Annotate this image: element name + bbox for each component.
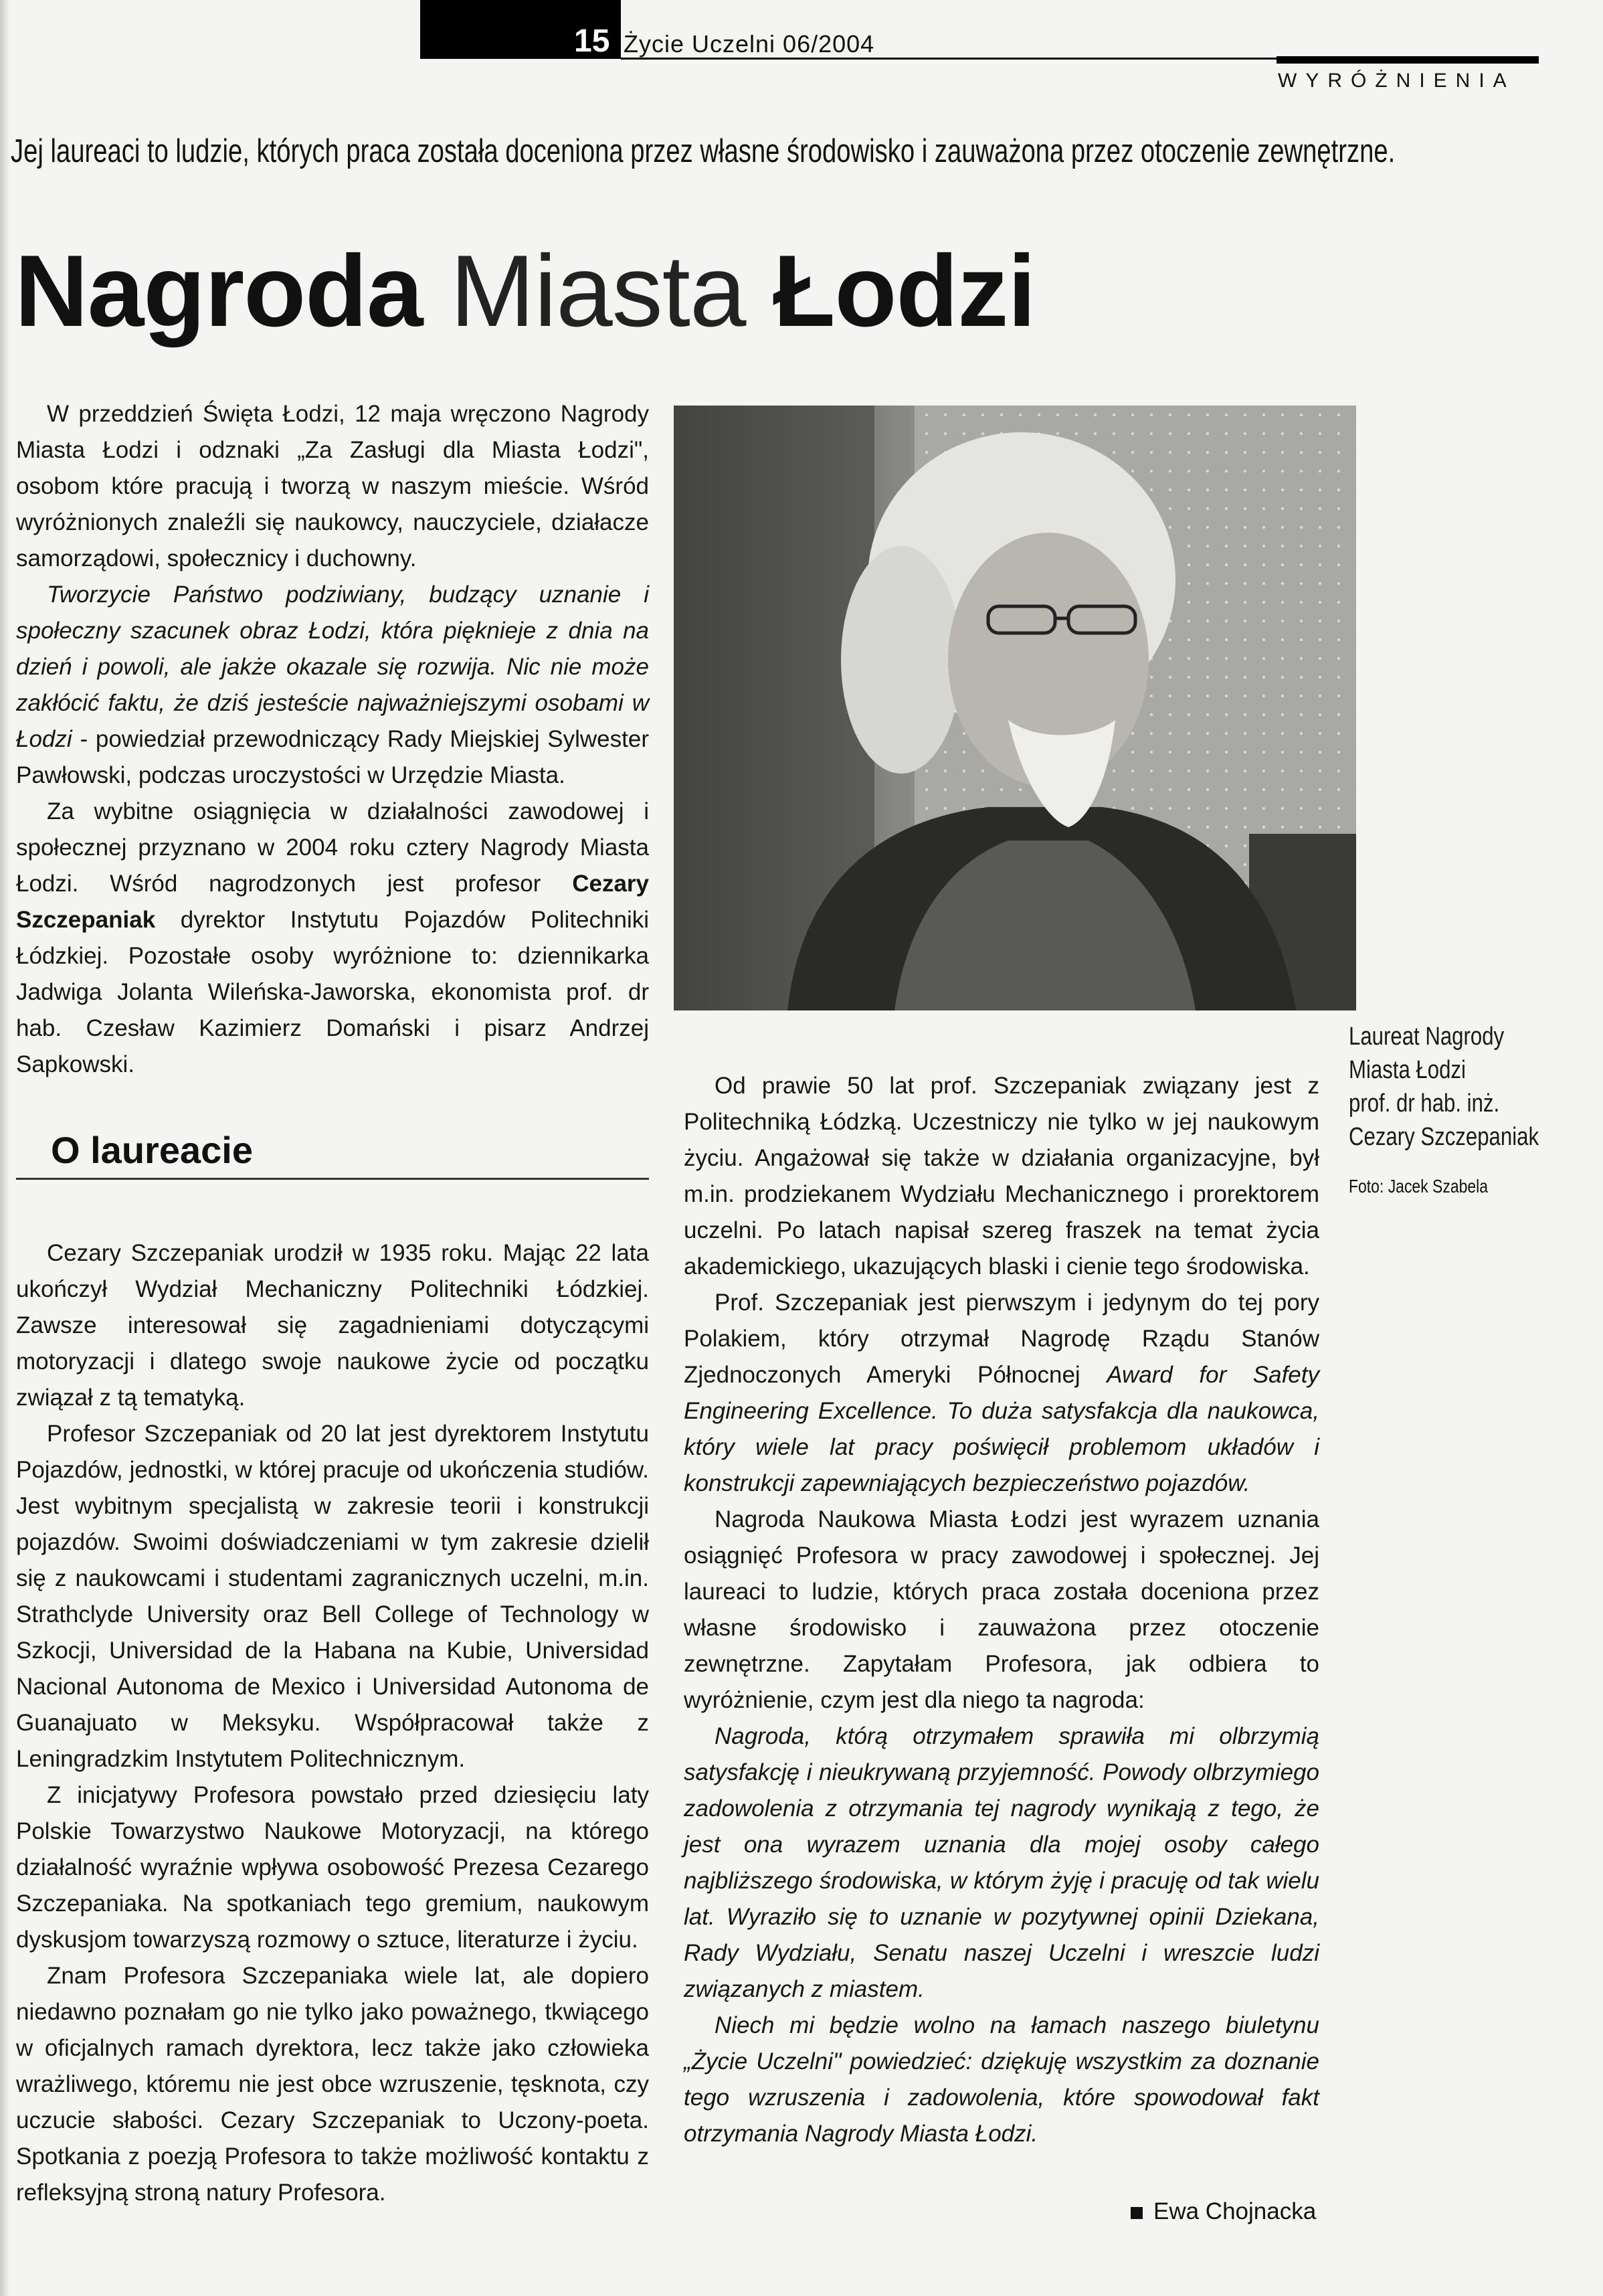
intro-quote-attribution: - powiedział przewodniczący Rady Miejskiej Sylwester Pawłowski, podczas uroczystości w Urzędzie Miasta. (16, 726, 649, 788)
photo-credit: Foto: Jacek Szabela (1349, 1176, 1489, 1197)
intro-paragraph-1: W przeddzień Święta Łodzi, 12 maja wręczono Nagrody Miasta Łodzi i odznaki „Za Zasługi dla Miasta Łodzi", osobom które pracują i tworzą w naszym mieście. Wśród wyróżnionych znaleźli się naukowcy, nauczyciele, działacze samorządowi, społecznicy i duchowny. (16, 401, 649, 571)
award-name: Award for Safety Engineering Excellence. (684, 1362, 1319, 1424)
section-label: WYRÓŻNIENIA (1278, 70, 1515, 92)
title-word-2: Miasta (450, 234, 746, 348)
section-bar (1277, 56, 1539, 64)
body-paragraph: Profesor Szczepaniak od 20 lat jest dyrektorem Instytutu Pojazdów, jednostki, w której pracuje od ukończenia studiów. Jest wybitnym specjalistą w zakresie teorii i konstrukcji pojazdów. Swoimi doświadczeniami w tym zakresie dzielił się z naukowcami i studentami zagranicznych uczelni, m.in. Strathclyde University oraz Bell College of Technology w Szkocji, Universidad de la Habana na Kubie, Universidad Nacional Autonoma de Mexico i Universidad Autonoma de Guanajuato w Meksyku. Współpracował także z Leningradzkim Instytutem Politechnicznym. (16, 1421, 649, 1772)
tagline: Jej laureaci to ludzie, których praca została doceniona przez własne środowisko i zauważona przez otoczenie zewnętrzne. (11, 133, 1396, 169)
laureate-photo (674, 406, 1356, 1010)
left-body-text (16, 1235, 649, 2211)
author-signature (1131, 2195, 1316, 2228)
laureate-quote-end: Niech mi będzie wolno na łamach naszego biuletynu „Życie Uczelni" powiedzieć: dziękuję wszystkim za doznanie tego wzruszenia i zadowolenia, które spowodował fakt otrzymania Nagrody Miasta Łodzi. (684, 2012, 1319, 2147)
intro-p3-end: dyrektor Instytutu Pojazdów Politechniki Łódzkiej. Pozostałe osoby wyróżnione to: dziennikarka Jadwiga Jolanta Wileńska-Jaworska, ekonomista prof. dr hab. Czesław Kazimierz Domański i pisarz Andrzej Sapkowski. (16, 907, 649, 1077)
photo-caption (1349, 1020, 1539, 1154)
body-paragraph: Cezary Szczepaniak urodził w 1935 roku. Mając 22 lata ukończył Wydział Mechaniczny Politechniki Łódzkiej. Zawsze interesował się zagadnieniami dotyczącymi motoryzacji i dlatego swoje naukowe życie od początku związał z tą tematyką. (16, 1240, 649, 1411)
intro-quote: Tworzycie Państwo podziwiany, budzący uznanie i społeczny szacunek obraz Łodzi, która pięknieje z dnia na dzień i powoli, ale jakże okazale się rozwija. Nic nie może zakłócić faktu, że dziś jesteście najważniejszymi osobami w Łodzi (16, 582, 649, 752)
laureate-name: Cezary Szczepaniak (16, 871, 649, 933)
section-heading-rule (16, 1178, 649, 1180)
body-paragraph: Od prawie 50 lat prof. Szczepaniak związany jest z Politechniką Łódzką. Uczestniczy nie tylko w jej naukowym życiu. Angażował się także w działania organizacyjne, był m.in. prodziekanem Wydziału Mechanicznego i prorektorem uczelni. Po latach napisał szereg fraszek na temat życia akademickiego, ukazujących blaski i cienie tego środowiska. (684, 1073, 1319, 1279)
body-paragraph: Nagroda Naukowa Miasta Łodzi jest wyrazem uznania osiągnięć Profesora w pracy zawodowej i społecznej. Jej laureaci to ludzie, których praca została doceniona przez własne środowisko i zauważona przez otoczenie zewnętrzne. Zapytałam Profesora, jak odbiera to wyróżnienie, czym jest dla niego ta nagroda: (684, 1506, 1319, 1713)
bullet-square-icon (1131, 2207, 1143, 2219)
article-title (15, 234, 1035, 348)
page-edge-shadow (0, 0, 9, 2296)
intro-text (16, 396, 649, 1083)
portrait-illustration (674, 406, 1356, 1010)
award-text-end: To duża satysfakcja dla naukowca, który wiele lat pracy poświęcił problemom układów i konstrukcji zapewniających bezpieczeństwo pojazdów. (684, 1398, 1319, 1496)
section-heading: O laureacie (51, 1129, 253, 1171)
intro-paragraph-2 (16, 577, 649, 794)
intro-p3-start: Za wybitne osiągnięcia w działalności zawodowej i społecznej przyznano w 2004 roku cztery Nagrody Miasta Łodzi. Wśród nagrodzonych jest profesor (16, 798, 649, 897)
right-body-text (684, 1068, 1319, 2152)
caption-line: prof. dr hab. inż. (1349, 1089, 1500, 1118)
page-number: 15 (574, 23, 610, 59)
caption-line: Cezary Szczepaniak (1349, 1123, 1539, 1151)
publication-name: Życie Uczelni 06/2004 (624, 30, 875, 58)
quote-paragraph (684, 1718, 1319, 2008)
quote-paragraph (684, 2008, 1319, 2152)
body-paragraph: Z inicjatywy Profesora powstało przed dziesięciu laty Polskie Towarzystwo Naukowe Motoryzacji, na którego działalność wyraźnie wpływa osobowość Prezesa Cezarego Szczepaniaka. Na spotkaniach tego gremium, naukowym dyskusjom towarzyszą rozmowy o sztuce, literaturze i życiu. (16, 1782, 649, 1953)
title-word-3: Łodzi (773, 234, 1036, 348)
laureate-quote: Nagroda, którą otrzymałem sprawiła mi olbrzymią satysfakcję i nieukrywaną przyjemność. Powody olbrzymiego zadowolenia z otrzymania tej nagrody wynikają z tego, że jest ona wyrazem uznania dla mojej osoby całego najbliższego środowiska, w którym żyję i pracuję od tak wielu lat. Wyraziło się to uznanie w pozytywnej opinii Dziekana, Rady Wydziału, Senatu naszej Uczelni i wreszcie ludzi związanych z miastem. (684, 1723, 1319, 2002)
award-text-start: Prof. Szczepaniak jest pierwszym i jedynym do tej pory Polakiem, który otrzymał Nagrodę Rządu Stanów Zjednoczonych Ameryki Północnej (684, 1290, 1319, 1388)
body-paragraph: Znam Profesora Szczepaniaka wiele lat, ale dopiero niedawno poznałam go nie tylko jako poważnego, tkwiącego w oficjalnych ramach dyrektora, lecz także jako człowieka wrażliwego, któremu nie jest obce wzruszenie, tęsknota, czy uczucie słabości. Cezary Szczepaniak to Uczony-poeta. Spotkania z poezją Profesora to także możliwość kontaktu z refleksyjną stroną natury Profesora. (16, 1963, 649, 2206)
title-word-1: Nagroda (15, 234, 423, 348)
caption-line: Laureat Nagrody (1349, 1023, 1505, 1051)
caption-line: Miasta Łodzi (1349, 1056, 1466, 1084)
body-paragraph (684, 1285, 1319, 1502)
author-name: Ewa Chojnacka (1153, 2198, 1317, 2224)
intro-paragraph-3 (16, 794, 649, 1083)
